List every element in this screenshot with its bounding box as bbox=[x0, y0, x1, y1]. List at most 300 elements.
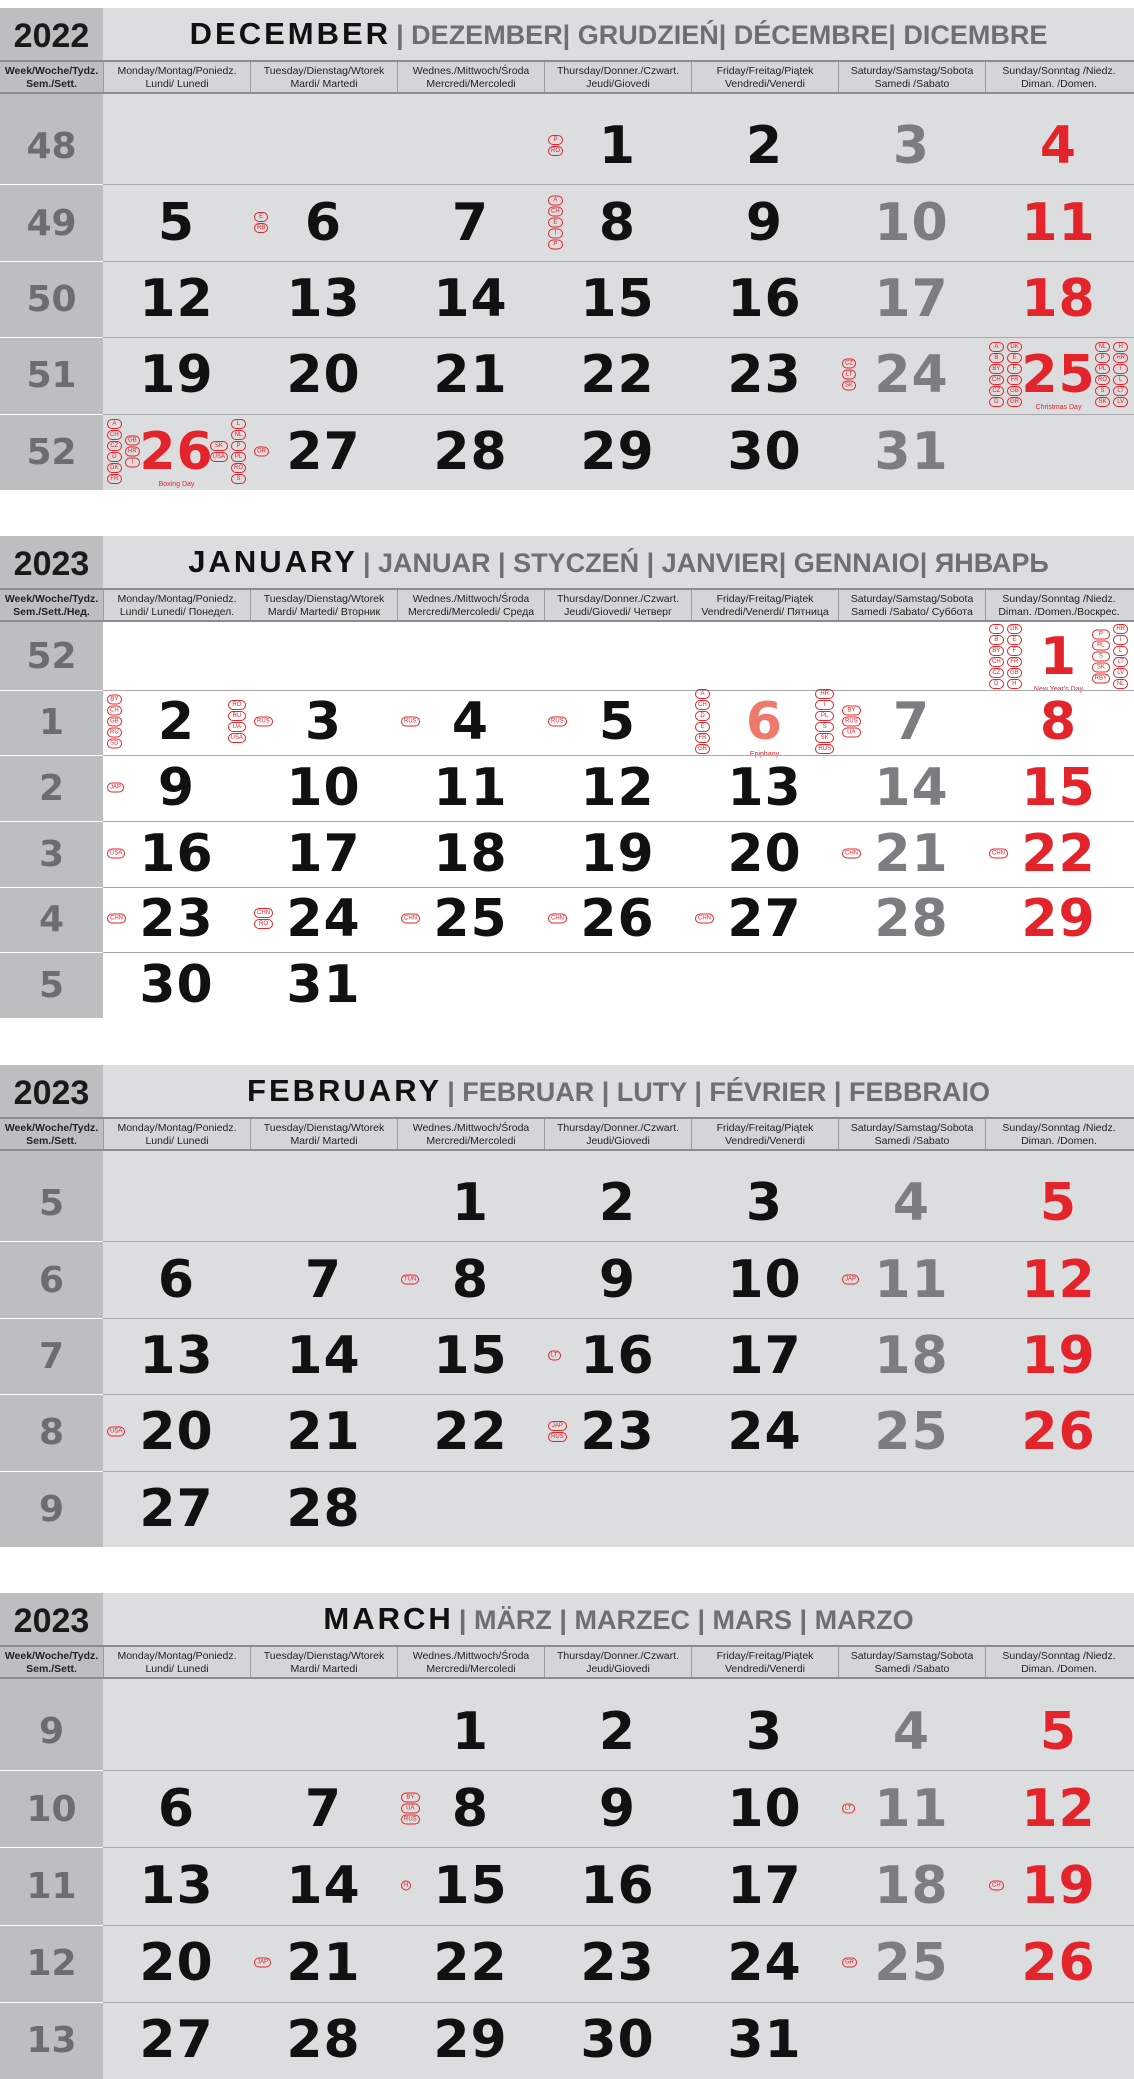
day-cell[interactable] bbox=[103, 1394, 250, 1470]
day-cell[interactable] bbox=[397, 414, 544, 490]
weekday-header-cell bbox=[985, 1647, 1132, 1677]
day-cell[interactable] bbox=[250, 261, 397, 337]
day-cell[interactable] bbox=[691, 1241, 838, 1317]
month-february bbox=[0, 1057, 1134, 1547]
country-codes bbox=[107, 1427, 125, 1438]
day-number: 24 bbox=[727, 1402, 802, 1463]
day-number: 12 bbox=[1021, 1778, 1096, 1839]
country-code: HR bbox=[1113, 353, 1128, 363]
day-cell[interactable] bbox=[985, 1241, 1132, 1317]
country-codes bbox=[842, 1274, 859, 1285]
day-number: 20 bbox=[286, 345, 361, 406]
country-code: RUS bbox=[254, 717, 273, 727]
day-number: 8 bbox=[451, 1249, 490, 1310]
weekday-header-cell bbox=[985, 590, 1132, 620]
day-cell[interactable] bbox=[985, 690, 1132, 756]
country-codes bbox=[548, 1350, 561, 1361]
country-codes bbox=[548, 717, 567, 728]
day-cell[interactable] bbox=[691, 1394, 838, 1470]
day-cell[interactable] bbox=[397, 1165, 544, 1241]
day-cell[interactable] bbox=[103, 1471, 250, 1547]
day-cell[interactable] bbox=[250, 952, 397, 1018]
day-cell[interactable] bbox=[250, 184, 397, 260]
weekday-header-cell bbox=[985, 1119, 1132, 1149]
month-december bbox=[0, 0, 1134, 490]
country-codes bbox=[842, 1958, 857, 1969]
country-code: CH bbox=[548, 206, 563, 216]
country-code: CHN bbox=[401, 914, 420, 924]
day-cell[interactable] bbox=[397, 887, 544, 953]
day-cell[interactable] bbox=[250, 755, 397, 821]
day-cell[interactable] bbox=[838, 887, 985, 953]
weekday-header-cell bbox=[250, 1647, 397, 1677]
country-code: BY bbox=[989, 364, 1004, 374]
day-cell[interactable] bbox=[544, 887, 691, 953]
day-cell[interactable] bbox=[250, 821, 397, 887]
day-number: 17 bbox=[727, 1855, 802, 1916]
country-code: E bbox=[1007, 353, 1022, 363]
holiday-label: New Year's Day bbox=[1033, 685, 1084, 693]
day-cell[interactable] bbox=[691, 1165, 838, 1241]
weekday-header-cell bbox=[838, 1119, 985, 1149]
day-cell[interactable] bbox=[103, 337, 250, 413]
day-cell[interactable] bbox=[544, 821, 691, 887]
weekday-label: Tuesday/Dienstag/Wtorek bbox=[263, 1122, 385, 1134]
country-code: DK bbox=[1007, 624, 1022, 634]
week-header-line: Week/Woche/Tydz. bbox=[4, 593, 99, 605]
day-number: 30 bbox=[727, 421, 802, 482]
weekday-label: Diman. /Domen. bbox=[1021, 1663, 1097, 1675]
weekday-label: Saturday/Samstag/Sobota bbox=[850, 65, 974, 77]
day-cell[interactable] bbox=[691, 108, 838, 184]
weekday-label: Jeudi/Giovedi bbox=[586, 1663, 650, 1675]
day-cell[interactable] bbox=[250, 1847, 397, 1924]
day-number: 19 bbox=[1021, 1325, 1096, 1386]
day-number: 21 bbox=[874, 823, 949, 884]
country-code: P bbox=[548, 135, 563, 145]
country-code: I bbox=[125, 457, 140, 467]
day-cell[interactable] bbox=[838, 1165, 985, 1241]
day-cell[interactable] bbox=[691, 2002, 838, 2079]
day-cell[interactable] bbox=[544, 690, 691, 756]
weekday-header-cell bbox=[691, 62, 838, 92]
day-cell[interactable] bbox=[397, 1770, 544, 1847]
country-code: SK bbox=[210, 441, 228, 451]
day-cell[interactable] bbox=[691, 261, 838, 337]
country-code: DK bbox=[1007, 342, 1022, 352]
day-cell[interactable] bbox=[544, 755, 691, 821]
day-number: 25 bbox=[433, 889, 508, 950]
year-label: 2022 bbox=[13, 17, 90, 55]
day-number: 27 bbox=[139, 2010, 214, 2071]
country-code: CH bbox=[989, 375, 1004, 385]
week-row bbox=[0, 821, 1134, 887]
country-code: RO bbox=[228, 700, 246, 710]
weekday-label: Friday/Freitag/Piątek bbox=[716, 593, 814, 605]
week-row bbox=[0, 1925, 1134, 2002]
day-number: 10 bbox=[727, 1778, 802, 1839]
day-cell[interactable] bbox=[397, 690, 544, 756]
day-cell[interactable] bbox=[544, 1770, 691, 1847]
day-number: 17 bbox=[727, 1325, 802, 1386]
day-number: 31 bbox=[286, 955, 361, 1016]
day-cell[interactable] bbox=[250, 1394, 397, 1470]
day-number: 18 bbox=[874, 1325, 949, 1386]
weekday-label: Samedi /Sabato bbox=[874, 78, 950, 90]
week-row bbox=[0, 1693, 1134, 1770]
day-cell[interactable] bbox=[544, 2002, 691, 2079]
weekday-label: Mardi/ Martedi bbox=[290, 1135, 358, 1147]
day-cell[interactable] bbox=[691, 1770, 838, 1847]
weekday-label: Monday/Montag/Poniedz. bbox=[117, 1122, 237, 1134]
day-cell[interactable] bbox=[103, 755, 250, 821]
weekday-header bbox=[0, 60, 1134, 94]
day-number: 29 bbox=[1021, 889, 1096, 950]
country-codes bbox=[401, 1274, 419, 1285]
day-cell[interactable] bbox=[691, 821, 838, 887]
country-code: I bbox=[1113, 364, 1128, 374]
day-number: 9 bbox=[598, 1249, 637, 1310]
day-cell[interactable] bbox=[985, 1693, 1132, 1770]
day-number: 8 bbox=[1039, 692, 1078, 753]
weekday-label: Samedi /Sabato/ Суббота bbox=[851, 606, 973, 618]
week-number: 9 bbox=[0, 1471, 103, 1547]
country-code: FR bbox=[107, 474, 122, 484]
day-cell[interactable] bbox=[397, 1241, 544, 1317]
day-cell[interactable] bbox=[103, 414, 250, 490]
country-code: UA bbox=[842, 728, 861, 738]
country-code: CZ bbox=[842, 359, 856, 369]
week-number: 13 bbox=[0, 2002, 103, 2079]
country-codes bbox=[548, 135, 563, 157]
day-cell[interactable] bbox=[397, 755, 544, 821]
day-cell[interactable] bbox=[838, 184, 985, 260]
day-cell[interactable] bbox=[103, 261, 250, 337]
day-cell[interactable] bbox=[838, 1770, 985, 1847]
day-number: 16 bbox=[580, 1855, 655, 1916]
weekday-label: Tuesday/Dienstag/Wtorek bbox=[263, 593, 385, 605]
day-number: 15 bbox=[1021, 758, 1096, 819]
country-code: USA bbox=[210, 452, 228, 462]
day-cell[interactable] bbox=[544, 1241, 691, 1317]
country-codes bbox=[254, 1958, 271, 1969]
week-number: 51 bbox=[0, 337, 103, 413]
weekday-header-cell bbox=[103, 1119, 250, 1149]
month-title bbox=[103, 8, 1134, 60]
weekday-label: Mercredi/Mercoledi bbox=[426, 78, 516, 90]
month-title bbox=[103, 536, 1134, 588]
day-cell[interactable] bbox=[397, 184, 544, 260]
day-number: 28 bbox=[286, 2010, 361, 2071]
country-code: LT bbox=[842, 1803, 855, 1813]
week-header-line: Week/Woche/Tydz. bbox=[4, 1122, 99, 1134]
country-code: RUS bbox=[401, 717, 420, 727]
country-code: F bbox=[1007, 646, 1022, 656]
weekday-header-cell bbox=[544, 590, 691, 620]
country-code: HR bbox=[1113, 624, 1128, 634]
country-codes bbox=[254, 717, 273, 728]
day-number: 31 bbox=[727, 2010, 802, 2071]
day-cell[interactable] bbox=[250, 1770, 397, 1847]
day-cell[interactable] bbox=[838, 414, 985, 490]
day-cell[interactable] bbox=[103, 887, 250, 953]
day-cell[interactable] bbox=[691, 1693, 838, 1770]
country-code: FR bbox=[1007, 375, 1022, 385]
day-cell[interactable] bbox=[250, 414, 397, 490]
title-row bbox=[0, 528, 1134, 588]
day-number: 11 bbox=[874, 1778, 949, 1839]
country-code: GR bbox=[695, 744, 710, 754]
day-cell[interactable] bbox=[985, 821, 1132, 887]
day-number: 13 bbox=[139, 1325, 214, 1386]
day-cell[interactable] bbox=[250, 887, 397, 953]
weekday-label: Jeudi/Giovedi/ Четверг bbox=[564, 606, 672, 618]
country-codes bbox=[254, 212, 268, 234]
day-cell[interactable] bbox=[985, 337, 1132, 413]
weekday-label: Saturday/Samstag/Sobota bbox=[850, 1122, 974, 1134]
day-cell[interactable] bbox=[985, 624, 1132, 693]
day-cell[interactable] bbox=[250, 2002, 397, 2079]
day-cell[interactable] bbox=[544, 261, 691, 337]
country-code: LT bbox=[1113, 657, 1128, 667]
country-code: RUS bbox=[815, 744, 834, 754]
day-cell[interactable] bbox=[103, 952, 250, 1018]
day-number: 26 bbox=[139, 421, 214, 482]
day-cell[interactable] bbox=[985, 184, 1132, 260]
week-number: 8 bbox=[0, 1394, 103, 1470]
day-cell[interactable] bbox=[838, 1847, 985, 1924]
day-number: 11 bbox=[874, 1249, 949, 1310]
weekday-label: Tuesday/Dienstag/Wtorek bbox=[263, 65, 385, 77]
day-cell[interactable] bbox=[544, 184, 691, 260]
day-cell[interactable] bbox=[691, 337, 838, 413]
weekday-label: Lundi/ Lunedi bbox=[145, 1135, 209, 1147]
weekday-label: Friday/Freitag/Piątek bbox=[716, 1650, 814, 1662]
day-number: 25 bbox=[874, 1933, 949, 1994]
year-label: 2023 bbox=[13, 1602, 90, 1640]
weekday-label: Tuesday/Dienstag/Wtorek bbox=[263, 1650, 385, 1662]
day-number: 19 bbox=[1021, 1855, 1096, 1916]
country-code: JAP bbox=[842, 1274, 859, 1284]
day-cell[interactable] bbox=[103, 2002, 250, 2079]
year-box bbox=[0, 1593, 103, 1645]
weekday-label: Thursday/Donner./Czwart. bbox=[557, 593, 679, 605]
country-codes bbox=[695, 689, 710, 755]
day-cell[interactable] bbox=[985, 1394, 1132, 1470]
day-cell[interactable] bbox=[691, 414, 838, 490]
country-code: E bbox=[695, 722, 710, 732]
day-cell[interactable] bbox=[544, 1394, 691, 1470]
day-cell[interactable] bbox=[838, 1318, 985, 1394]
country-code: GR bbox=[254, 446, 269, 456]
country-code: P bbox=[548, 239, 563, 249]
day-cell[interactable] bbox=[544, 1318, 691, 1394]
country-code: PL bbox=[815, 711, 834, 721]
day-number: 2 bbox=[157, 692, 196, 753]
day-cell[interactable] bbox=[397, 261, 544, 337]
country-code: A bbox=[548, 195, 563, 205]
day-number: 3 bbox=[745, 1701, 784, 1762]
day-cell[interactable] bbox=[691, 755, 838, 821]
country-code: H bbox=[401, 1880, 411, 1890]
month-name: MARCH bbox=[323, 1601, 454, 1636]
country-code: GR bbox=[1007, 397, 1022, 407]
day-cell[interactable] bbox=[103, 1925, 250, 2002]
day-cell[interactable] bbox=[250, 1318, 397, 1394]
day-cell[interactable] bbox=[985, 1770, 1132, 1847]
day-cell[interactable] bbox=[544, 1165, 691, 1241]
weekday-label: Monday/Montag/Poniedz. bbox=[117, 65, 237, 77]
day-cell[interactable] bbox=[397, 1693, 544, 1770]
day-cell[interactable] bbox=[544, 1693, 691, 1770]
day-cell[interactable] bbox=[838, 1693, 985, 1770]
week-row bbox=[0, 887, 1134, 953]
day-number: 7 bbox=[304, 1778, 343, 1839]
weekday-label: Diman. /Domen./Воскрес. bbox=[998, 606, 1120, 618]
day-cell[interactable] bbox=[838, 337, 985, 413]
country-codes bbox=[1113, 342, 1128, 408]
day-cell[interactable] bbox=[544, 1925, 691, 2002]
day-cell[interactable] bbox=[985, 1847, 1132, 1924]
day-number: 9 bbox=[157, 758, 196, 819]
day-cell[interactable] bbox=[838, 1241, 985, 1317]
weekday-label: Diman. /Domen. bbox=[1021, 1135, 1097, 1147]
weekday-label: Mardi/ Martedi bbox=[290, 1663, 358, 1675]
day-cell[interactable] bbox=[397, 1925, 544, 2002]
day-cell[interactable] bbox=[397, 1847, 544, 1924]
day-number: 15 bbox=[433, 1855, 508, 1916]
country-code: P bbox=[231, 441, 246, 451]
day-number: 4 bbox=[892, 1701, 931, 1762]
country-code: USA bbox=[107, 1427, 125, 1437]
country-codes bbox=[842, 848, 861, 859]
country-code: GB bbox=[1007, 386, 1022, 396]
day-cell[interactable] bbox=[838, 261, 985, 337]
day-number: 5 bbox=[1039, 1173, 1078, 1234]
country-code: CZ bbox=[107, 441, 122, 451]
day-cell[interactable] bbox=[985, 1318, 1132, 1394]
day-number: 3 bbox=[892, 116, 931, 177]
day-cell[interactable] bbox=[250, 1925, 397, 2002]
day-cell[interactable] bbox=[103, 1770, 250, 1847]
day-cell[interactable] bbox=[397, 1394, 544, 1470]
day-cell[interactable] bbox=[838, 821, 985, 887]
holiday-label: Boxing Day bbox=[158, 480, 195, 488]
day-cell[interactable] bbox=[544, 1847, 691, 1924]
day-cell[interactable] bbox=[985, 1165, 1132, 1241]
weekday-label: Vendredi/Venerdi bbox=[725, 78, 805, 90]
day-number: 23 bbox=[139, 889, 214, 950]
day-cell[interactable] bbox=[103, 1847, 250, 1924]
country-code: CHN bbox=[548, 914, 567, 924]
country-code: A bbox=[989, 624, 1004, 634]
day-cell[interactable] bbox=[103, 1241, 250, 1317]
weekday-label: Lundi/ Lunedi bbox=[145, 78, 209, 90]
day-cell[interactable] bbox=[250, 1241, 397, 1317]
day-cell[interactable] bbox=[985, 108, 1132, 184]
country-code: RUS bbox=[842, 717, 861, 727]
day-cell[interactable] bbox=[397, 2002, 544, 2079]
weekday-label: Sunday/Sonntag /Niedz. bbox=[1002, 1122, 1116, 1134]
weekday-header-cell bbox=[103, 1647, 250, 1677]
day-cell[interactable] bbox=[838, 1394, 985, 1470]
country-code: D bbox=[989, 679, 1004, 689]
day-cell[interactable] bbox=[691, 690, 838, 759]
day-number: 28 bbox=[433, 421, 508, 482]
day-cell[interactable] bbox=[985, 261, 1132, 337]
weekday-label: Sunday/Sonntag /Niedz. bbox=[1002, 593, 1116, 605]
day-cell[interactable] bbox=[250, 690, 397, 756]
day-cell[interactable] bbox=[250, 337, 397, 413]
day-cell[interactable] bbox=[691, 1847, 838, 1924]
week-row bbox=[0, 414, 1134, 490]
weekday-label: Thursday/Donner./Czwart. bbox=[557, 65, 679, 77]
day-number: 6 bbox=[157, 1778, 196, 1839]
country-codes bbox=[401, 1792, 420, 1825]
weekday-label: Saturday/Samstag/Sobota bbox=[850, 1650, 974, 1662]
country-code: LT bbox=[548, 1350, 561, 1360]
day-number: 28 bbox=[874, 889, 949, 950]
day-cell[interactable] bbox=[103, 184, 250, 260]
day-cell[interactable] bbox=[103, 690, 250, 756]
country-code: RO bbox=[548, 146, 563, 156]
weekday-header-cell bbox=[397, 1647, 544, 1677]
country-codes bbox=[401, 717, 420, 728]
day-cell[interactable] bbox=[397, 821, 544, 887]
weekday-label: Thursday/Donner./Czwart. bbox=[557, 1122, 679, 1134]
day-cell[interactable] bbox=[985, 887, 1132, 953]
country-code: RO bbox=[1095, 375, 1110, 385]
day-cell[interactable] bbox=[544, 337, 691, 413]
weekday-label: Wednes./Mittwoch/Środa bbox=[412, 593, 530, 605]
day-cell[interactable] bbox=[691, 1318, 838, 1394]
weekday-label: Mercredi/Mercoledi bbox=[426, 1135, 516, 1147]
day-cell[interactable] bbox=[838, 108, 985, 184]
weekday-label: Sunday/Sonntag /Niedz. bbox=[1002, 65, 1116, 77]
day-cell[interactable] bbox=[397, 337, 544, 413]
day-cell[interactable] bbox=[691, 1925, 838, 2002]
country-codes bbox=[989, 848, 1008, 859]
country-code: L bbox=[1113, 375, 1128, 385]
day-cell[interactable] bbox=[985, 1925, 1132, 2002]
day-cell[interactable] bbox=[691, 184, 838, 260]
day-cell[interactable] bbox=[544, 108, 691, 184]
month-title bbox=[103, 1065, 1134, 1117]
day-number: 1 bbox=[451, 1173, 490, 1234]
year-box bbox=[0, 536, 103, 588]
day-cell[interactable] bbox=[103, 821, 250, 887]
weekday-header-cell bbox=[250, 590, 397, 620]
weekday-header-cell bbox=[544, 1119, 691, 1149]
day-cell[interactable] bbox=[103, 1318, 250, 1394]
title-row bbox=[0, 0, 1134, 60]
day-number: 17 bbox=[286, 823, 361, 884]
day-cell[interactable] bbox=[838, 755, 985, 821]
day-number: 16 bbox=[580, 1325, 655, 1386]
day-cell[interactable] bbox=[691, 887, 838, 953]
day-number: 13 bbox=[727, 758, 802, 819]
day-number: 12 bbox=[580, 758, 655, 819]
day-cell[interactable] bbox=[838, 690, 985, 756]
month-translations: | DEZEMBER| GRUDZIEŃ| DÉCEMBRE| DICEMBRE bbox=[396, 20, 1048, 50]
day-cell[interactable] bbox=[397, 1318, 544, 1394]
day-cell[interactable] bbox=[838, 1925, 985, 2002]
week-row bbox=[0, 337, 1134, 413]
weekday-header-cell bbox=[103, 590, 250, 620]
day-cell[interactable] bbox=[985, 755, 1132, 821]
day-cell[interactable] bbox=[250, 1471, 397, 1547]
day-cell[interactable] bbox=[544, 414, 691, 490]
